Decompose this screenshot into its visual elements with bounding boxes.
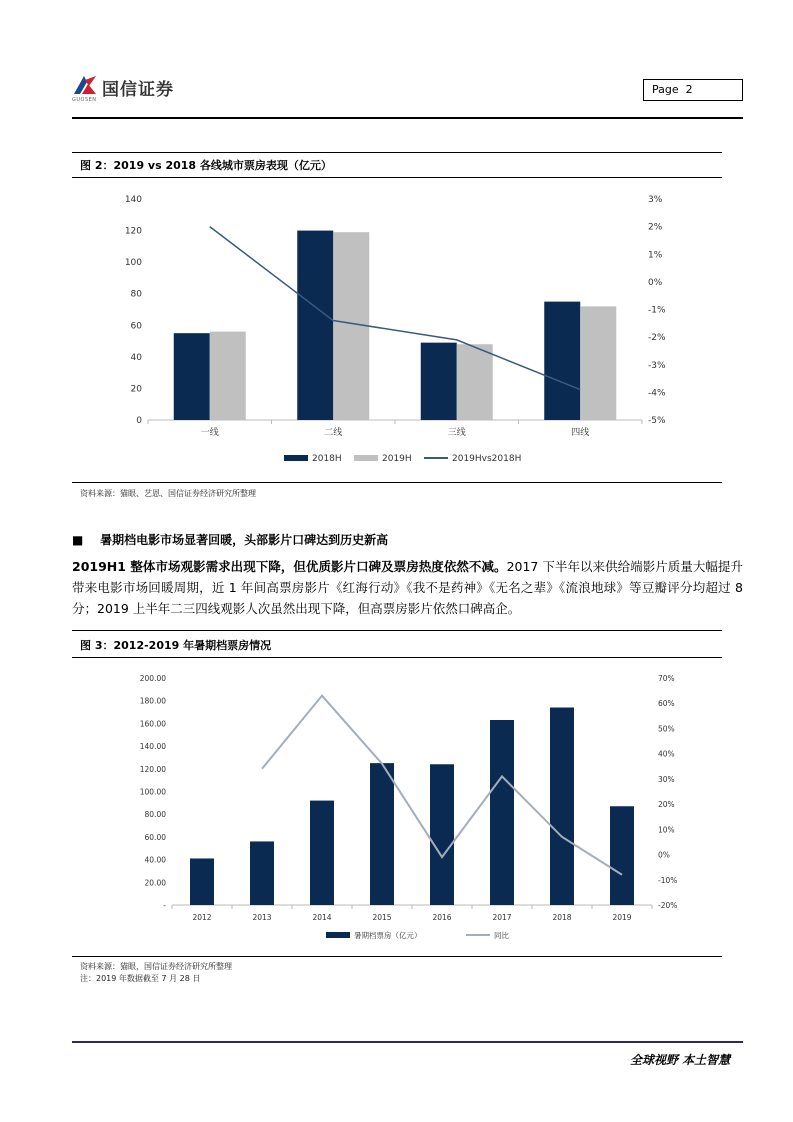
fig3-legend-label: 暑期档票房（亿元） xyxy=(354,931,422,940)
company-name-en: GUOSEN xyxy=(72,97,97,103)
fig2-legend-label: 2019H xyxy=(382,454,412,464)
fig2-bar-2018H xyxy=(421,343,457,420)
fig3-y-tick: - xyxy=(163,901,166,910)
fig3-x-tick: 2014 xyxy=(312,913,332,922)
fig2-x-tick: 三线 xyxy=(447,428,466,438)
company-name: 国信证券 xyxy=(102,80,174,100)
fig2-y2-tick: -4% xyxy=(648,388,666,399)
fig3-y2-tick: 0% xyxy=(658,850,670,860)
figure2-bottom-rule xyxy=(72,482,722,483)
fig3-y2-tick: -20% xyxy=(658,901,678,910)
fig3-y2-tick: 10% xyxy=(658,825,675,835)
figure3-title: 图 3：2012-2019 年暑期档票房情况 xyxy=(80,639,272,652)
fig2-x-tick: 四线 xyxy=(571,428,590,438)
fig3-x-tick: 2016 xyxy=(432,913,452,922)
fig2-y-tick: 20 xyxy=(130,384,142,395)
fig3-bar-暑期档票房（亿元） xyxy=(310,801,334,905)
fig3-x-tick: 2013 xyxy=(252,913,272,922)
fig3-y-tick: 180.00 xyxy=(139,696,166,706)
fig2-y-tick: 60 xyxy=(130,321,142,332)
fig3-y-tick: 60.00 xyxy=(144,832,166,842)
fig3-y2-tick: 50% xyxy=(658,724,675,734)
section-paragraph xyxy=(72,556,743,619)
page-number: 2 xyxy=(685,83,693,96)
fig3-y-tick: 120.00 xyxy=(139,764,166,774)
fig3-y-tick: 200.00 xyxy=(139,674,166,683)
footer-slogan: 全球视野 本土智慧 xyxy=(630,1053,731,1067)
fig3-legend-label: 同比 xyxy=(494,931,509,940)
square-bullet-icon: ■ xyxy=(72,533,84,547)
fig3-x-tick: 2012 xyxy=(192,913,212,922)
fig2-x-tick: 一线 xyxy=(200,428,219,438)
company-logo xyxy=(72,72,182,104)
fig3-y-tick: 160.00 xyxy=(139,719,166,729)
fig2-y-tick: 140 xyxy=(124,195,142,205)
fig3-bar-暑期档票房（亿元） xyxy=(550,708,574,905)
figure2-title: 图 2：2019 vs 2018 各线城市票房表现（亿元） xyxy=(80,159,332,172)
fig2-bar-2018H xyxy=(297,231,333,420)
page-label: Page xyxy=(652,83,679,96)
fig3-y-tick: 140.00 xyxy=(139,742,166,752)
fig3-y2-tick: 60% xyxy=(658,699,675,709)
fig3-y-tick: 20.00 xyxy=(144,878,166,888)
figure2-title-rule xyxy=(72,177,722,178)
fig2-bar-2019H xyxy=(210,332,246,420)
fig2-y-tick: 0 xyxy=(136,416,142,426)
fig2-y-tick: 120 xyxy=(124,226,142,237)
fig2-bar-2018H xyxy=(544,302,580,420)
fig3-y2-tick: 30% xyxy=(658,774,675,784)
fig3-x-tick: 2017 xyxy=(492,913,512,922)
fig3-legend-swatch xyxy=(326,932,350,938)
fig2-y2-tick: 3% xyxy=(648,195,663,205)
fig3-bar-暑期档票房（亿元） xyxy=(190,858,214,905)
fig2-y-tick: 40 xyxy=(130,352,142,363)
fig2-y2-tick: -5% xyxy=(648,416,666,426)
figure3-note: 注：2019 年数据截至 7 月 28 日 xyxy=(80,974,201,983)
fig2-y2-tick: -3% xyxy=(648,360,666,371)
fig3-y2-tick: 40% xyxy=(658,749,675,759)
fig3-y-tick: 100.00 xyxy=(139,787,166,797)
paragraph-body: 2017 下半年以来供给端影片质量大幅提升带来电影市场回暖周期，近 1 年间高票房影片《红海行动》《我不是药神》《无名之辈》《流浪地球》等豆瓣评分均超过 8 分；2019 上半年二三四线观影人次虽然出现下降，但高票房影片依然口碑高企。 xyxy=(72,559,743,616)
fig2-bar-2018H xyxy=(174,333,210,420)
fig2-y-tick: 100 xyxy=(124,258,142,269)
fig3-y2-tick: -10% xyxy=(658,875,678,885)
header-rule xyxy=(72,117,743,119)
fig2-line-series xyxy=(210,227,581,390)
footer-rule xyxy=(72,1041,743,1043)
figure2-chart xyxy=(72,180,722,480)
section-heading xyxy=(72,531,388,548)
fig2-legend-label: 2018H xyxy=(312,454,342,464)
section-heading-text: 暑期档电影市场显著回暖，头部影片口碑达到历史新高 xyxy=(100,533,389,547)
fig2-y2-tick: -1% xyxy=(648,305,666,316)
fig3-x-tick: 2018 xyxy=(552,913,572,922)
fig3-y-tick: 80.00 xyxy=(144,810,166,820)
figure2-source: 资料来源：猫眼、艺恩、国信证券经济研究所整理 xyxy=(80,489,256,498)
fig2-x-tick: 二线 xyxy=(324,428,343,438)
figure2-top-rule xyxy=(72,152,722,153)
figure3-bottom-rule xyxy=(72,956,722,957)
figure3-top-rule xyxy=(72,630,722,631)
fig2-y2-tick: -2% xyxy=(648,333,666,344)
fig3-x-tick: 2015 xyxy=(372,913,392,922)
fig3-y2-tick: 70% xyxy=(658,674,675,683)
figure3-source: 资料来源：猫眼，国信证券经济研究所整理 xyxy=(80,962,232,971)
fig2-y2-tick: 2% xyxy=(648,222,663,233)
fig2-y2-tick: 0% xyxy=(648,277,663,288)
paragraph-lead: 2019H1 整体市场观影需求出现下降，但优质影片口碑及票房热度依然不减。 xyxy=(72,559,507,574)
fig3-bar-暑期档票房（亿元） xyxy=(430,764,454,905)
fig2-bar-2019H xyxy=(457,344,493,420)
figure3-chart xyxy=(72,660,722,955)
fig3-bar-暑期档票房（亿元） xyxy=(370,763,394,905)
fig2-legend-swatch xyxy=(354,455,378,461)
fig2-y2-tick: 1% xyxy=(648,250,663,261)
logo-mark-icon xyxy=(72,74,98,96)
fig3-bar-暑期档票房（亿元） xyxy=(490,720,514,905)
fig3-y2-tick: 20% xyxy=(658,800,675,810)
fig3-x-tick: 2019 xyxy=(612,913,632,922)
fig2-legend-swatch xyxy=(284,455,308,461)
figure3-title-rule xyxy=(72,657,722,658)
fig3-y-tick: 40.00 xyxy=(144,855,166,865)
fig2-legend-label: 2019Hvs2018H xyxy=(452,454,522,464)
fig3-bar-暑期档票房（亿元） xyxy=(610,806,634,905)
fig3-bar-暑期档票房（亿元） xyxy=(250,841,274,905)
fig2-y-tick: 80 xyxy=(130,289,142,300)
fig2-bar-2019H xyxy=(580,306,616,420)
page-indicator xyxy=(643,79,743,101)
